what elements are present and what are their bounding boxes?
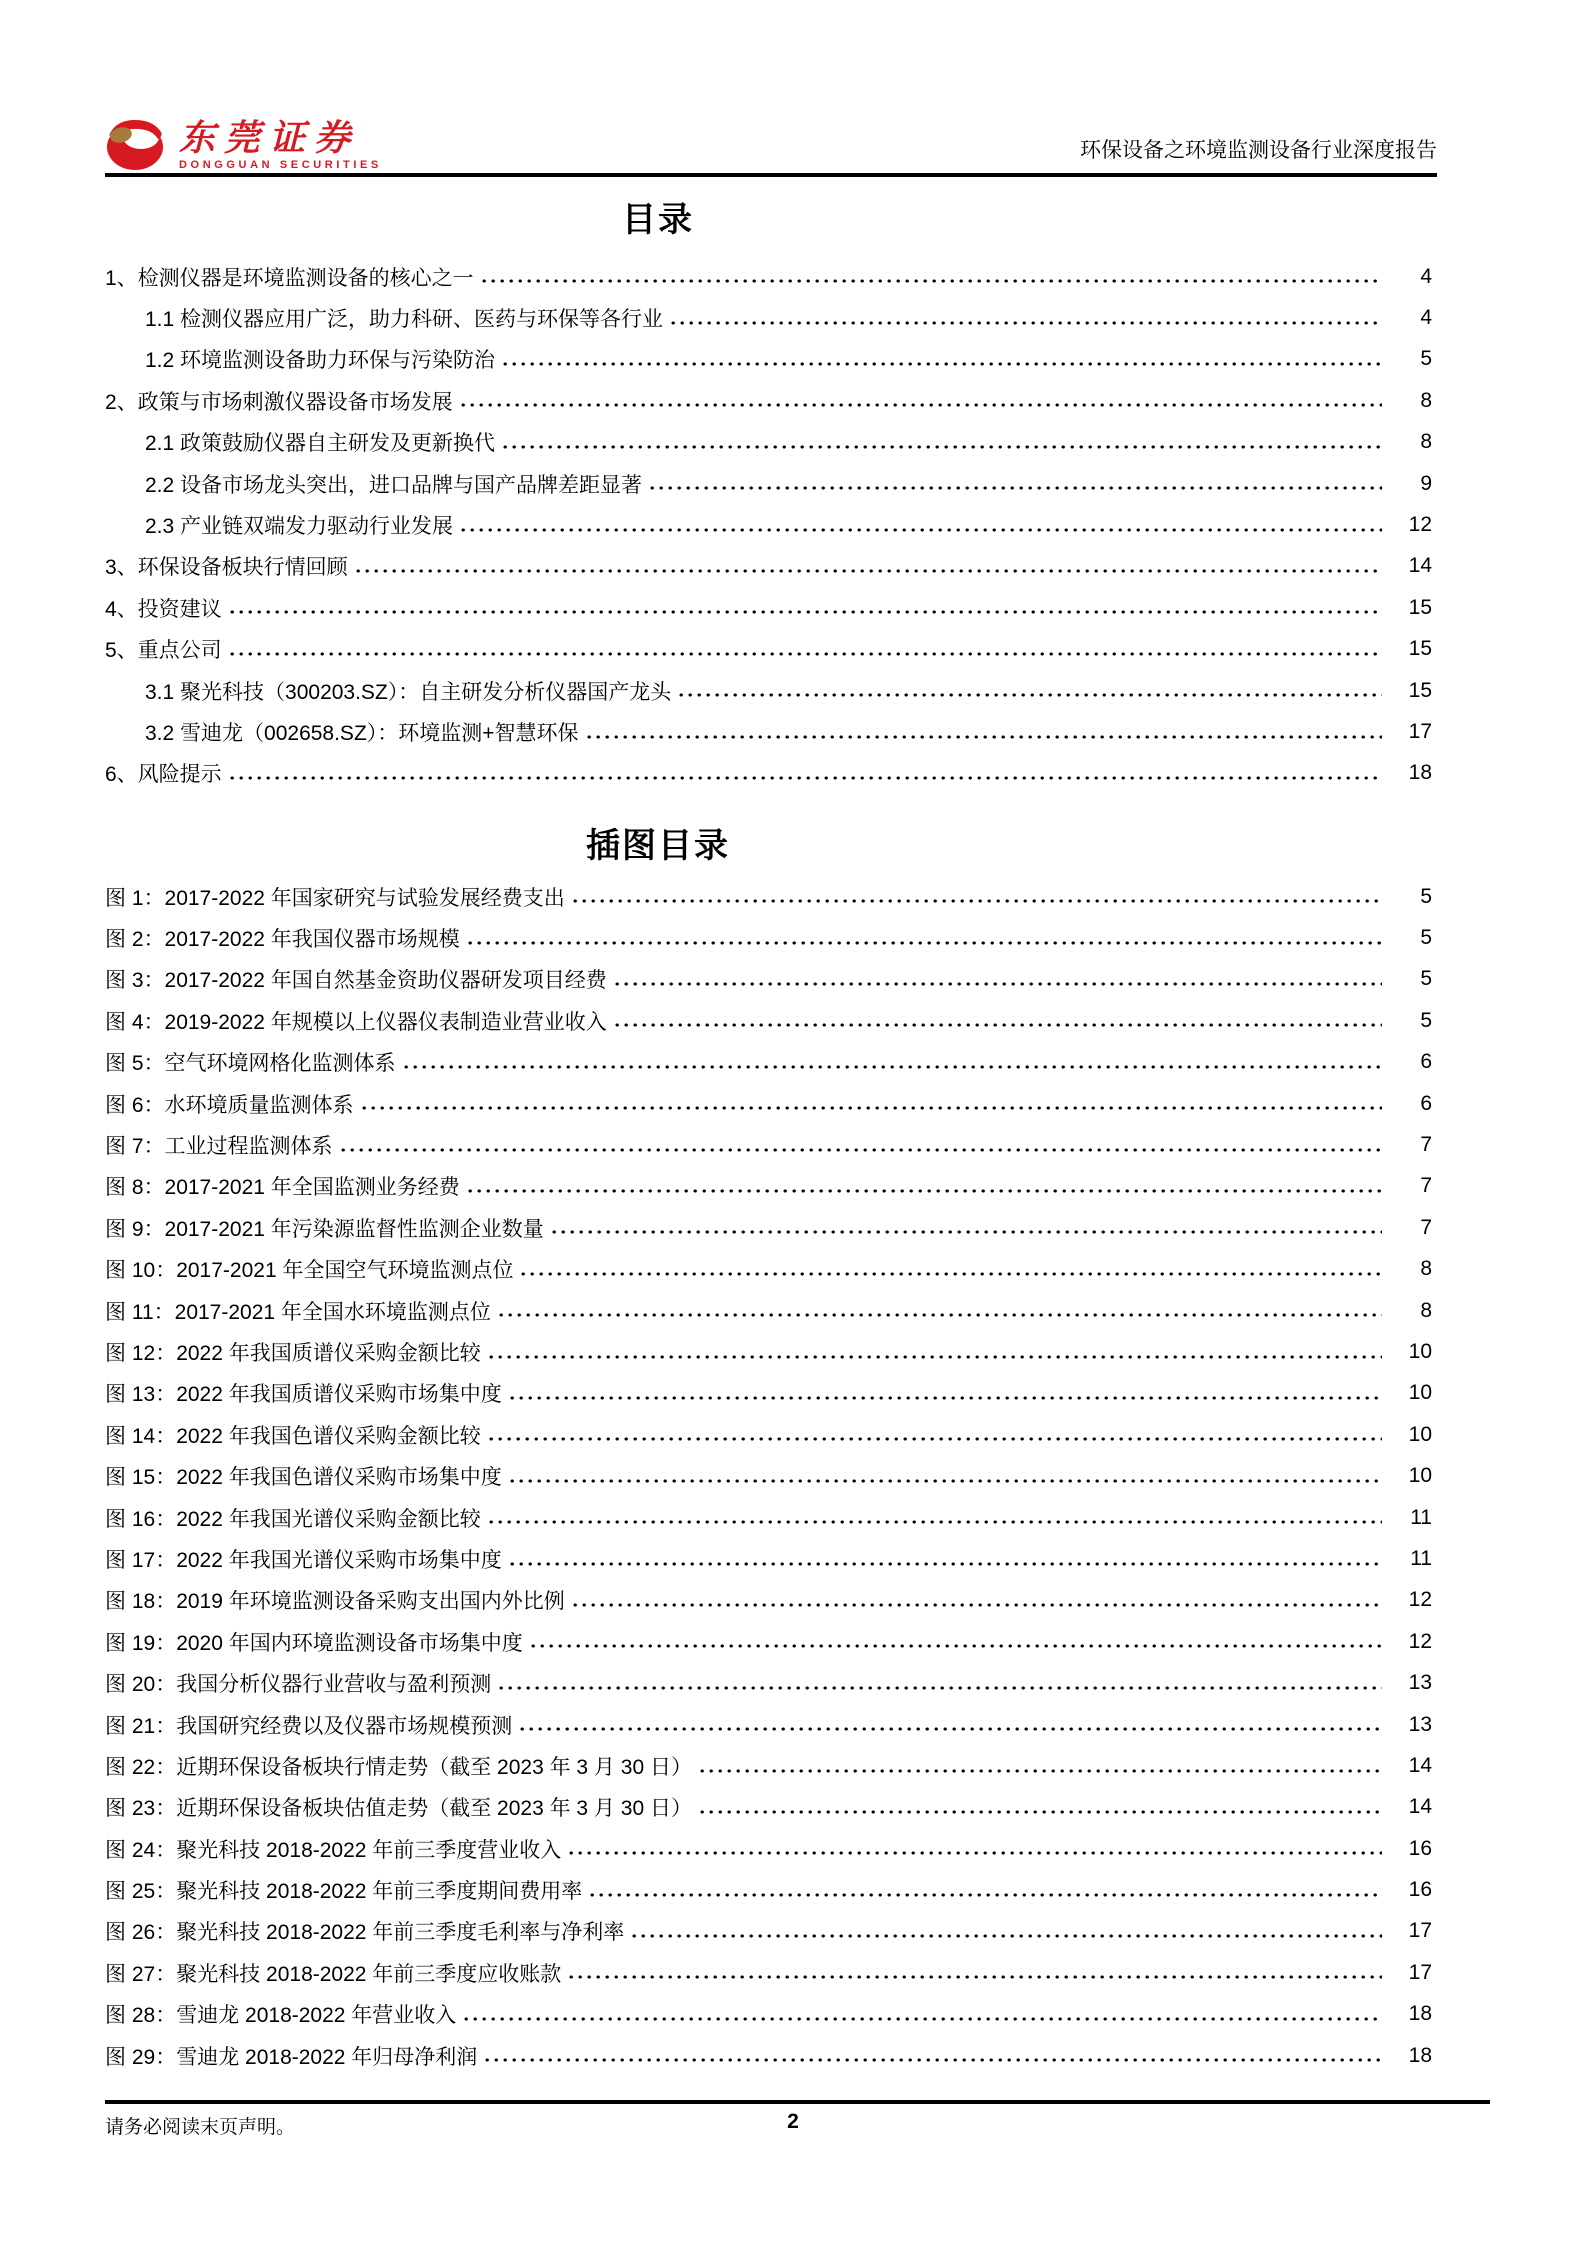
toc-entry-page: 5 [1420,347,1432,371]
toc-entry-label: 图 22：近期环保设备板块行情走势（截至 2023 年 3 月 30 日） [105,1755,692,1779]
toc-entry-page: 10 [1408,1339,1432,1363]
dot-leader [615,1000,1382,1041]
toc-entry-label: 图 16：2022 年我国光谱仪采购金额比较 [105,1507,481,1531]
toc-entry[interactable] [105,463,1432,504]
toc-entry-page: 15 [1408,595,1432,619]
footer-divider [105,2100,1490,2104]
toc-entry-page: 14 [1408,1753,1432,1777]
toc-entry-label: 图 5：空气环境网格化监测体系 [105,1052,396,1076]
toc-entry-label: 图 4：2019-2022 年规模以上仪器仪表制造业营业收入 [105,1010,607,1034]
dot-leader [489,1497,1382,1538]
footer-page-number: 2 [787,2110,799,2133]
toc-entry-label: 6、风险提示 [105,763,222,787]
footer-disclaimer: 请务必阅读末页声明。 [105,2117,296,2138]
toc-entry-label: 图 1：2017-2022 年国家研究与试验发展经费支出 [105,886,565,910]
dot-leader [482,256,1382,297]
toc-entry-page: 17 [1408,1960,1432,1984]
dot-leader [356,546,1382,587]
dot-leader [230,753,1382,794]
toc-entry[interactable] [105,1290,1432,1331]
toc-entry-label: 3.2 雪迪龙（002658.SZ）：环境监测+智慧环保 [145,721,579,745]
dot-leader [362,1083,1382,1124]
toc-entry-label: 图 8：2017-2021 年全国监测业务经费 [105,1176,460,1200]
toc-entry-label: 图 13：2022 年我国质谱仪采购市场集中度 [105,1383,502,1407]
toc-entry-page: 11 [1410,1505,1432,1529]
toc-entry[interactable] [105,339,1432,380]
toc-entry-page: 17 [1408,1919,1432,1943]
toc-entry-page: 15 [1408,637,1432,661]
toc-entry-page: 8 [1420,1298,1432,1322]
dot-leader [632,1911,1382,1952]
toc-list [105,256,1432,794]
toc-entry[interactable] [105,1373,1432,1414]
dot-leader [230,587,1382,628]
dot-leader [552,1207,1382,1248]
logo-text [179,116,382,171]
toc-entry-label: 图 6：水环境质量监测体系 [105,1093,354,1117]
toc-entry-page: 10 [1408,1381,1432,1405]
toc-entry-page: 10 [1408,1464,1432,1488]
dot-leader [489,1414,1382,1455]
toc-entry[interactable] [105,1331,1432,1372]
toc-entry[interactable] [105,1828,1432,1869]
toc-entry-page: 17 [1408,719,1432,743]
dot-leader [520,1704,1382,1745]
toc-entry-label: 图 29：雪迪龙 2018-2022 年归母净利润 [105,2045,478,2069]
dot-leader [590,1869,1382,1910]
dot-leader [521,1249,1382,1290]
toc-entry-page: 18 [1408,761,1432,785]
dot-leader [573,876,1382,917]
toc-entry-label: 图 25：聚光科技 2018-2022 年前三季度期间费用率 [105,1880,583,1904]
dot-leader [679,670,1382,711]
dot-leader [468,1166,1382,1207]
dot-leader [700,1787,1382,1828]
toc-entry[interactable] [105,753,1432,794]
toc-entry-page: 14 [1408,1795,1432,1819]
toc-entry-label: 图 27：聚光科技 2018-2022 年前三季度应收账款 [105,1962,562,1986]
toc-entry-label: 2.2 设备市场龙头突出，进口品牌与国产品牌差距显著 [145,473,643,497]
toc-entry[interactable] [105,1083,1432,1124]
dot-leader [468,917,1382,958]
dot-leader [569,1828,1382,1869]
toc-entry-page: 7 [1420,1133,1432,1157]
toc-entry-page: 4 [1420,306,1432,330]
toc-entry-label: 图 21：我国研究经费以及仪器市场规模预测 [105,1714,513,1738]
dot-leader [485,2035,1382,2076]
toc-entry-label: 图 28：雪迪龙 2018-2022 年营业收入 [105,2004,457,2028]
toc-entry-page: 8 [1420,430,1432,454]
toc-entry-label: 图 18：2019 年环境监测设备采购支出国内外比例 [105,1590,565,1614]
toc-entry-page: 5 [1420,967,1432,991]
toc-entry-page: 5 [1420,926,1432,950]
dot-leader [499,1290,1382,1331]
toc-entry-label: 2、政策与市场刺激仪器设备市场发展 [105,390,453,414]
toc-entry-label: 图 20：我国分析仪器行业营收与盈利预测 [105,1673,492,1697]
toc-entry-label: 1、检测仪器是环境监测设备的核心之一 [105,266,474,290]
toc-entry[interactable] [105,1042,1432,1083]
dot-leader [464,1994,1382,2035]
toc-entry-page: 11 [1410,1546,1432,1570]
toc-entry-page: 12 [1408,1588,1432,1612]
toc-entry[interactable] [105,1124,1432,1165]
toc-entry[interactable] [105,1414,1432,1455]
toc-entry-page: 8 [1420,1257,1432,1281]
toc-entry[interactable] [105,1621,1432,1662]
toc-entry-label: 图 15：2022 年我国色谱仪采购市场集中度 [105,1466,502,1490]
toc-entry[interactable] [105,587,1432,628]
report-title: 环保设备之环境监测设备行业深度报告 [1080,139,1437,162]
toc-entry-page: 16 [1408,1878,1432,1902]
dot-leader [573,1580,1382,1621]
toc-entry-page: 5 [1420,1008,1432,1032]
toc-entry-label: 图 19：2020 年国内环境监测设备市场集中度 [105,1631,523,1655]
toc-entry-label: 图 17：2022 年我国光谱仪采购市场集中度 [105,1548,502,1572]
toc-entry[interactable] [105,959,1432,1000]
toc-entry-page: 4 [1420,264,1432,288]
toc-entry-label: 3、环保设备板块行情回顾 [105,556,348,580]
toc-entry[interactable] [105,2035,1432,2076]
toc-entry-page: 16 [1408,1836,1432,1860]
dot-leader [510,1538,1382,1579]
toc-entry[interactable] [105,1538,1432,1579]
dot-leader [510,1373,1382,1414]
toc-entry-page: 7 [1420,1174,1432,1198]
toc-entry-label: 2.3 产业链双端发力驱动行业发展 [145,515,454,539]
toc-entry[interactable] [105,1704,1432,1745]
logo-swirl-icon [105,118,165,172]
toc-entry-label: 图 2：2017-2022 年我国仪器市场规模 [105,928,460,952]
header-divider [105,173,1437,177]
toc-entry[interactable] [105,1994,1432,2035]
toc-entry[interactable] [105,1869,1432,1910]
toc-entry[interactable] [105,629,1432,670]
brand-name-en: DONGGUAN SECURITIES [179,158,382,171]
toc-entry-label: 图 11：2017-2021 年全国水环境监测点位 [105,1300,491,1324]
dot-leader [503,422,1382,463]
toc-entry[interactable] [105,1952,1432,1993]
toc-entry[interactable] [105,1580,1432,1621]
dot-leader [671,297,1382,338]
toc-entry-page: 18 [1408,2043,1432,2067]
toc-entry[interactable] [105,1207,1432,1248]
toc-entry[interactable] [105,711,1432,752]
toc-entry[interactable] [105,1497,1432,1538]
dot-leader [569,1952,1382,1993]
toc-entry[interactable] [105,1455,1432,1496]
dot-leader [230,629,1382,670]
toc-entry-label: 图 26：聚光科技 2018-2022 年前三季度毛利率与净利率 [105,1921,625,1945]
dot-leader [510,1455,1382,1496]
dot-leader [531,1621,1382,1662]
toc-entry-page: 13 [1408,1671,1432,1695]
toc-entry-label: 图 7：工业过程监测体系 [105,1135,333,1159]
toc-entry[interactable] [105,380,1432,421]
toc-entry-page: 13 [1408,1712,1432,1736]
toc-entry-label: 图 24：聚光科技 2018-2022 年前三季度营业收入 [105,1838,562,1862]
dot-leader [700,1745,1382,1786]
toc-entry-label: 1.2 环境监测设备助力环保与污染防治 [145,349,496,373]
toc-entry-label: 图 23：近期环保设备板块估值走势（截至 2023 年 3 月 30 日） [105,1797,692,1821]
toc-entry[interactable] [105,504,1432,545]
toc-entry[interactable] [105,1249,1432,1290]
dot-leader [650,463,1382,504]
toc-entry-label: 4、投资建议 [105,597,222,621]
toc-entry-page: 9 [1420,471,1432,495]
toc-entry[interactable] [105,876,1432,917]
dongguan-securities-logo [105,118,382,172]
dot-leader [587,711,1382,752]
toc-entry-label: 图 9：2017-2021 年污染源监督性监测企业数量 [105,1217,544,1241]
toc-entry[interactable] [105,256,1432,297]
dot-leader [461,380,1382,421]
toc-entry-page: 8 [1420,388,1432,412]
toc-entry-label: 3.1 聚光科技（300203.SZ）：自主研发分析仪器国产龙头 [145,680,672,704]
toc-title: 目录 [622,201,694,239]
toc-entry[interactable] [105,1000,1432,1041]
toc-entry-page: 14 [1408,554,1432,578]
dot-leader [615,959,1382,1000]
toc-entry-page: 12 [1408,1629,1432,1653]
figure-toc-title: 插图目录 [586,827,730,865]
toc-entry-label: 图 10：2017-2021 年全国空气环境监测点位 [105,1259,514,1283]
figure-toc-list [105,876,1432,2076]
dot-leader [461,504,1382,545]
toc-entry-label: 图 3：2017-2022 年国自然基金资助仪器研发项目经费 [105,969,607,993]
toc-entry[interactable] [105,422,1432,463]
toc-entry[interactable] [105,1745,1432,1786]
toc-entry[interactable] [105,670,1432,711]
toc-entry[interactable] [105,1911,1432,1952]
toc-entry[interactable] [105,1166,1432,1207]
toc-entry-page: 5 [1420,884,1432,908]
toc-entry-page: 6 [1420,1091,1432,1115]
toc-entry-page: 12 [1408,513,1432,537]
toc-entry-page: 18 [1408,2002,1432,2026]
toc-entry[interactable] [105,917,1432,958]
dot-leader [341,1124,1382,1165]
toc-entry-label: 图 12：2022 年我国质谱仪采购金额比较 [105,1341,481,1365]
toc-entry-label: 图 14：2022 年我国色谱仪采购金额比较 [105,1424,481,1448]
toc-entry-label: 1.1 检测仪器应用广泛，助力科研、医药与环保等各行业 [145,308,664,332]
toc-entry[interactable] [105,297,1432,338]
toc-entry-page: 15 [1408,678,1432,702]
toc-entry-page: 10 [1408,1422,1432,1446]
toc-entry-page: 7 [1420,1215,1432,1239]
toc-entry-page: 6 [1420,1050,1432,1074]
toc-entry-label: 2.1 政策鼓励仪器自主研发及更新换代 [145,432,496,456]
toc-entry[interactable] [105,546,1432,587]
dot-leader [499,1662,1382,1703]
toc-entry[interactable] [105,1662,1432,1703]
page-header [105,112,1437,172]
toc-entry-label: 5、重点公司 [105,639,222,663]
dot-leader [503,339,1382,380]
brand-name-cn: 东莞证券 [179,116,360,158]
dot-leader [489,1331,1382,1372]
dot-leader [404,1042,1382,1083]
toc-entry[interactable] [105,1787,1432,1828]
